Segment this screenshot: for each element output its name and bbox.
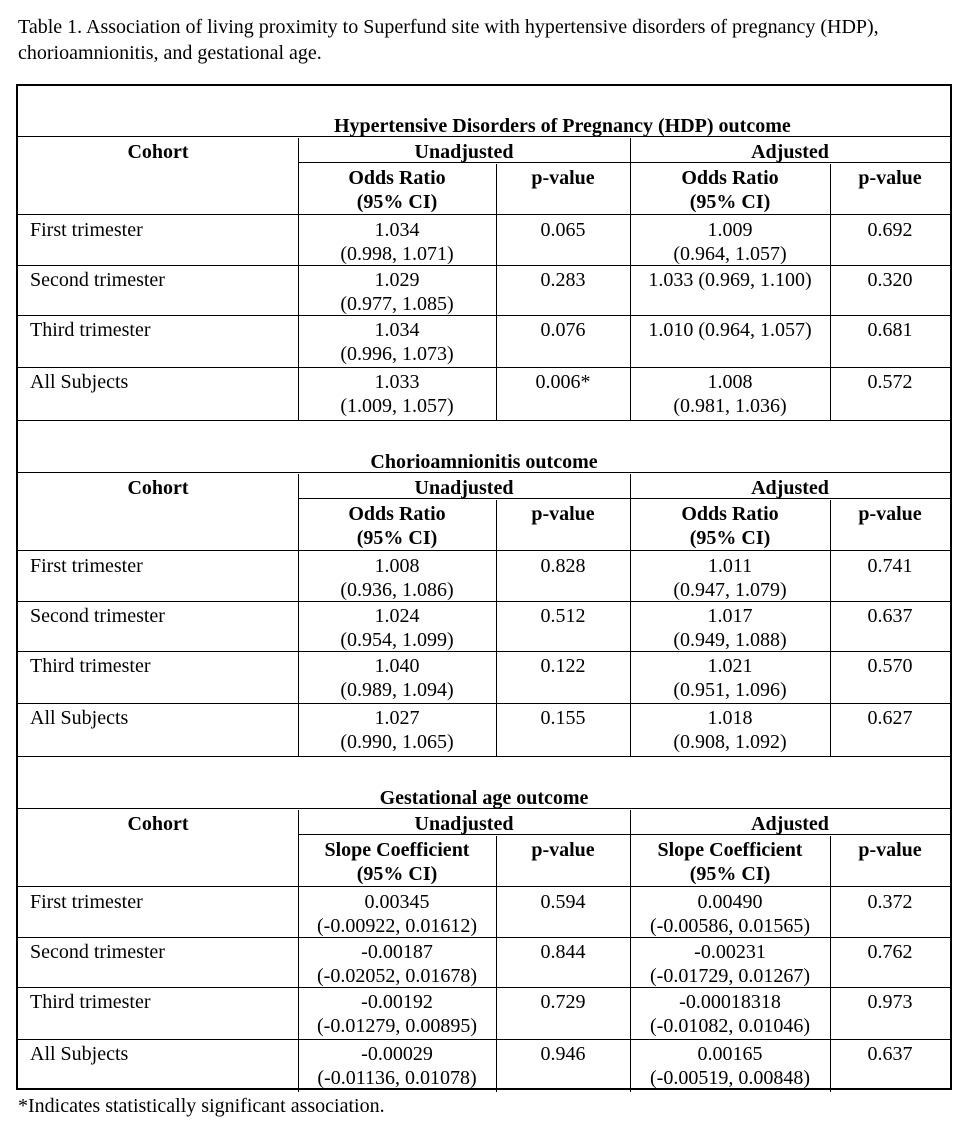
adjusted-ci: (0.981, 1.036) bbox=[673, 395, 787, 417]
measure-ci-header: (95% CI) bbox=[689, 191, 771, 213]
row-rule bbox=[18, 601, 950, 602]
unadjusted-pvalue: 0.844 bbox=[540, 941, 586, 963]
header-rule bbox=[18, 550, 950, 551]
unadjusted-estimate: 1.034 bbox=[374, 219, 420, 241]
cohort-label: Third trimester bbox=[30, 655, 151, 677]
row-rule bbox=[18, 987, 950, 988]
unadjusted-pvalue: 0.946 bbox=[540, 1043, 586, 1065]
unadjusted-ci: (0.996, 1.073) bbox=[340, 343, 454, 365]
unadjusted-ci: (-0.02052, 0.01678) bbox=[317, 965, 477, 987]
group-header-rule bbox=[298, 834, 950, 835]
cohort-label: All Subjects bbox=[30, 1043, 129, 1065]
row-rule bbox=[18, 1039, 950, 1040]
adjusted-estimate: -0.00231 bbox=[694, 941, 766, 963]
adjusted-estimate: 0.00490 bbox=[697, 891, 763, 913]
cohort-label: Third trimester bbox=[30, 991, 151, 1013]
unadjusted-pvalue: 0.283 bbox=[540, 269, 586, 291]
unadjusted-ci: (0.990, 1.065) bbox=[340, 731, 454, 753]
unadjusted-ci: (-0.00922, 0.01612) bbox=[317, 915, 477, 937]
cohort-label: Second trimester bbox=[30, 269, 165, 291]
unadjusted-ci: (0.936, 1.086) bbox=[340, 579, 454, 601]
results-table bbox=[16, 84, 952, 1090]
table-caption: Table 1. Association of living proximity to Superfund site with hypertensive disorders of pregnancy (HDP), chorioamnionitis, and gestational age. bbox=[18, 16, 879, 64]
section-rule bbox=[18, 420, 950, 421]
measure-ci-header: (95% CI) bbox=[689, 527, 771, 549]
section-title: Gestational age outcome bbox=[379, 787, 589, 809]
adjusted-estimate: 1.018 bbox=[707, 707, 753, 729]
adjusted-estimate: 1.017 bbox=[707, 605, 753, 627]
adjusted-pvalue: 0.762 bbox=[867, 941, 913, 963]
unadjusted-ci: (0.989, 1.094) bbox=[340, 679, 454, 701]
pvalue-header: p-value bbox=[858, 167, 922, 189]
section-title: Chorioamnionitis outcome bbox=[370, 451, 598, 473]
adjusted-ci: (0.908, 1.092) bbox=[673, 731, 787, 753]
unadjusted-pvalue: 0.065 bbox=[540, 219, 586, 241]
adjusted-estimate: 1.033 (0.969, 1.100) bbox=[648, 269, 812, 291]
adjusted-estimate: 1.011 bbox=[707, 555, 753, 577]
unadjusted-header: Unadjusted bbox=[414, 813, 514, 835]
unadjusted-estimate: 1.040 bbox=[374, 655, 420, 677]
adjusted-estimate: 0.00165 bbox=[697, 1043, 763, 1065]
cohort-label: Second trimester bbox=[30, 605, 165, 627]
cohort-label: Third trimester bbox=[30, 319, 151, 341]
adjusted-pvalue: 0.692 bbox=[867, 219, 913, 241]
unadjusted-ci: (0.998, 1.071) bbox=[340, 243, 454, 265]
unadjusted-pvalue: 0.155 bbox=[540, 707, 586, 729]
row-rule bbox=[18, 651, 950, 652]
adjusted-pvalue: 0.372 bbox=[867, 891, 913, 913]
unadjusted-pvalue: 0.594 bbox=[540, 891, 586, 913]
cohort-label: All Subjects bbox=[30, 707, 129, 729]
unadjusted-pvalue: 0.122 bbox=[540, 655, 586, 677]
unadjusted-estimate: -0.00192 bbox=[361, 991, 433, 1013]
unadjusted-pvalue: 0.828 bbox=[540, 555, 586, 577]
adjusted-estimate: 1.021 bbox=[707, 655, 753, 677]
adjusted-pvalue: 0.741 bbox=[867, 555, 913, 577]
adjusted-ci: (-0.01729, 0.01267) bbox=[650, 965, 810, 987]
cohort-label: First trimester bbox=[30, 555, 143, 577]
adjusted-pvalue: 0.681 bbox=[867, 319, 913, 341]
row-rule bbox=[18, 367, 950, 368]
adjusted-header: Adjusted bbox=[751, 141, 829, 163]
adjusted-header: Adjusted bbox=[751, 477, 829, 499]
section-rule bbox=[18, 756, 950, 757]
adjusted-pvalue: 0.320 bbox=[867, 269, 913, 291]
row-rule bbox=[18, 315, 950, 316]
adjusted-ci: (0.964, 1.057) bbox=[673, 243, 787, 265]
adjusted-pvalue: 0.572 bbox=[867, 371, 913, 393]
row-rule bbox=[18, 703, 950, 704]
measure-ci-header: (95% CI) bbox=[356, 527, 438, 549]
adjusted-header: Adjusted bbox=[751, 813, 829, 835]
adjusted-pvalue: 0.973 bbox=[867, 991, 913, 1013]
adjusted-estimate: 1.009 bbox=[707, 219, 753, 241]
cohort-label: First trimester bbox=[30, 891, 143, 913]
measure-header: Odds Ratio bbox=[348, 167, 446, 189]
measure-header: Odds Ratio bbox=[681, 167, 779, 189]
section-title-rule bbox=[18, 136, 950, 137]
unadjusted-header: Unadjusted bbox=[414, 141, 514, 163]
unadjusted-estimate: 1.029 bbox=[374, 269, 420, 291]
section-title-rule bbox=[18, 472, 950, 473]
row-rule bbox=[18, 265, 950, 266]
cohort-header: Cohort bbox=[127, 477, 189, 499]
section-title-rule bbox=[18, 808, 950, 809]
unadjusted-ci: (0.977, 1.085) bbox=[340, 293, 454, 315]
header-rule bbox=[18, 214, 950, 215]
adjusted-ci: (-0.01082, 0.01046) bbox=[650, 1015, 810, 1037]
unadjusted-pvalue: 0.006* bbox=[535, 371, 591, 393]
measure-ci-header: (95% CI) bbox=[356, 191, 438, 213]
measure-header: Odds Ratio bbox=[348, 503, 446, 525]
adjusted-estimate: 1.010 (0.964, 1.057) bbox=[648, 319, 812, 341]
unadjusted-estimate: -0.00187 bbox=[361, 941, 433, 963]
cohort-label: First trimester bbox=[30, 219, 143, 241]
adjusted-ci: (0.947, 1.079) bbox=[673, 579, 787, 601]
unadjusted-ci: (1.009, 1.057) bbox=[340, 395, 454, 417]
row-rule bbox=[18, 937, 950, 938]
pvalue-header: p-value bbox=[858, 503, 922, 525]
unadjusted-ci: (-0.01279, 0.00895) bbox=[317, 1015, 477, 1037]
unadjusted-estimate: 1.033 bbox=[374, 371, 420, 393]
adjusted-estimate: 1.008 bbox=[707, 371, 753, 393]
unadjusted-estimate: 1.034 bbox=[374, 319, 420, 341]
measure-ci-header: (95% CI) bbox=[356, 863, 438, 885]
unadjusted-estimate: 1.027 bbox=[374, 707, 420, 729]
adjusted-pvalue: 0.627 bbox=[867, 707, 913, 729]
measure-header: Slope Coefficient bbox=[324, 839, 470, 861]
group-header-rule bbox=[298, 498, 950, 499]
header-rule bbox=[18, 886, 950, 887]
unadjusted-pvalue: 0.076 bbox=[540, 319, 586, 341]
pvalue-header: p-value bbox=[531, 167, 595, 189]
unadjusted-pvalue: 0.729 bbox=[540, 991, 586, 1013]
cohort-header: Cohort bbox=[127, 813, 189, 835]
unadjusted-header: Unadjusted bbox=[414, 477, 514, 499]
measure-ci-header: (95% CI) bbox=[689, 863, 771, 885]
adjusted-ci: (0.949, 1.088) bbox=[673, 629, 787, 651]
unadjusted-estimate: 1.024 bbox=[374, 605, 420, 627]
pvalue-header: p-value bbox=[858, 839, 922, 861]
adjusted-ci: (-0.00586, 0.01565) bbox=[650, 915, 810, 937]
adjusted-pvalue: 0.570 bbox=[867, 655, 913, 677]
unadjusted-ci: (-0.01136, 0.01078) bbox=[317, 1067, 477, 1089]
adjusted-estimate: -0.00018318 bbox=[679, 991, 781, 1013]
unadjusted-estimate: 1.008 bbox=[374, 555, 420, 577]
cohort-header: Cohort bbox=[127, 141, 189, 163]
measure-header: Slope Coefficient bbox=[657, 839, 803, 861]
cohort-label: Second trimester bbox=[30, 941, 165, 963]
adjusted-pvalue: 0.637 bbox=[867, 605, 913, 627]
section-title: Hypertensive Disorders of Pregnancy (HDP) outcome bbox=[334, 115, 791, 137]
table-footnote: *Indicates statistically significant association. bbox=[18, 1095, 385, 1117]
pvalue-header: p-value bbox=[531, 503, 595, 525]
pvalue-header: p-value bbox=[531, 839, 595, 861]
measure-header: Odds Ratio bbox=[681, 503, 779, 525]
unadjusted-estimate: 0.00345 bbox=[364, 891, 430, 913]
group-header-rule bbox=[298, 162, 950, 163]
unadjusted-ci: (0.954, 1.099) bbox=[340, 629, 454, 651]
unadjusted-estimate: -0.00029 bbox=[361, 1043, 433, 1065]
cohort-label: All Subjects bbox=[30, 371, 129, 393]
adjusted-pvalue: 0.637 bbox=[867, 1043, 913, 1065]
adjusted-ci: (-0.00519, 0.00848) bbox=[650, 1067, 810, 1089]
unadjusted-pvalue: 0.512 bbox=[540, 605, 586, 627]
adjusted-ci: (0.951, 1.096) bbox=[673, 679, 787, 701]
